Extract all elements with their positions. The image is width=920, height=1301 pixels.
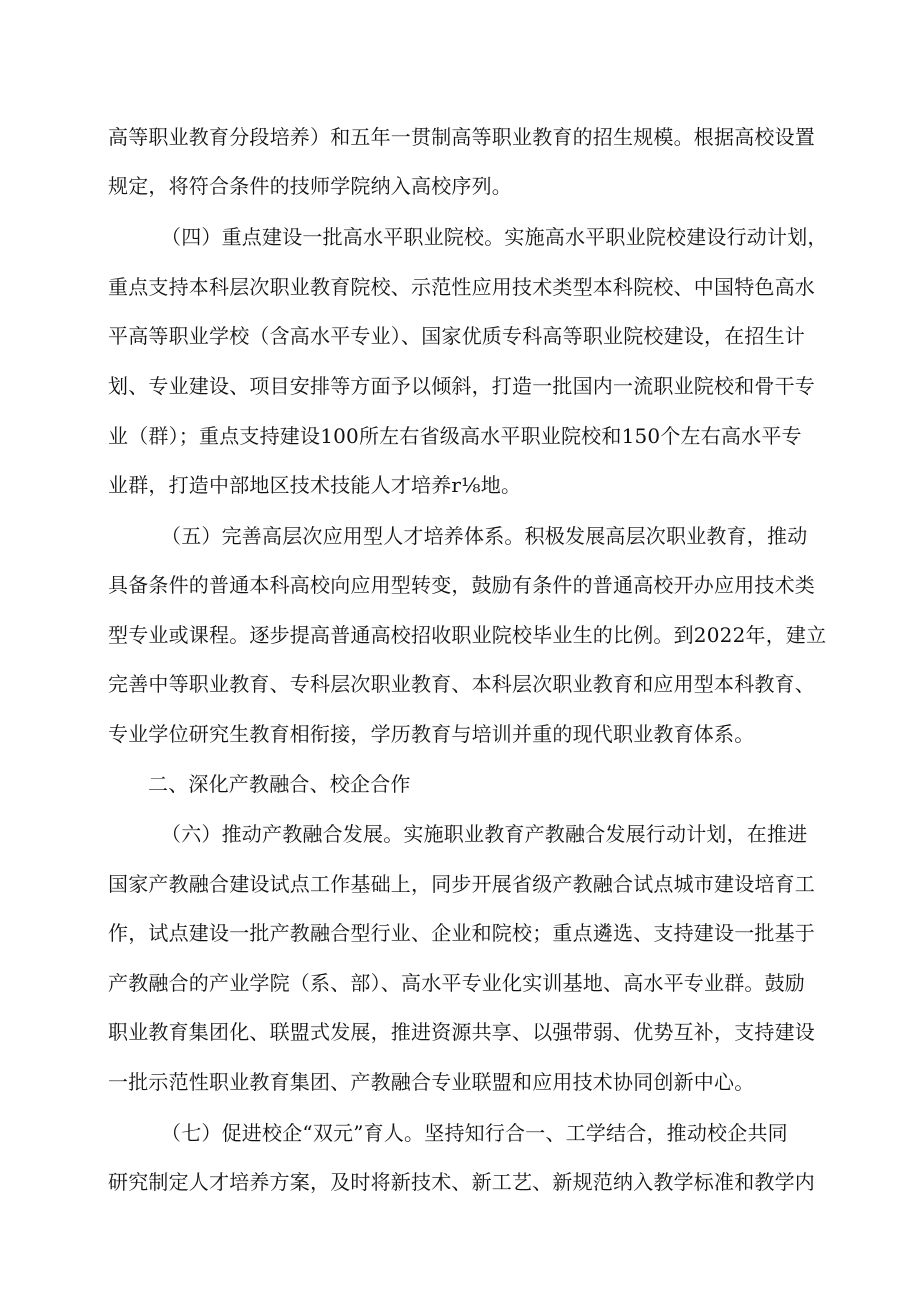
text-line: 高等职业教育分段培养）和五年一贯制高等职业教育的招生规模。根据高校设置: [108, 125, 815, 149]
text-line: 产教融合的产业学院（系、部）、高水平专业化实训基地、高水平专业群。鼓励: [108, 971, 805, 995]
text-line: 一批示范性职业教育集团、产教融合专业联盟和应用技术协同创新中心。: [108, 1070, 755, 1094]
text-line: 职业教育集团化、联盟式发展，推进资源共享、以强带弱、优势互补，支持建设: [108, 1020, 815, 1044]
text-line: 国家产教融合建设试点工作基础上，同步开展省级产教融合试点城市建设培育工: [108, 872, 815, 896]
text-line: 划、专业建设、项目安排等方面予以倾斜，打造一批国内一流职业院校和骨干专: [108, 374, 815, 398]
section-heading: 二、深化产教融合、校企合作: [148, 772, 411, 796]
text-line: 研究制定人才培养方案，及时将新技术、新工艺、新规范纳入教学标准和教学内: [108, 1170, 815, 1194]
text-line: （四）重点建设一批高水平职业院校。实施高水平职业院校建设行动计划，: [161, 225, 828, 249]
text-line: （六）推动产教融合发展。实施职业教育产教融合发展行动计划，在推进: [161, 822, 808, 846]
text-line: （七）促进校企“双元”育人。坚持知行合一、工学结合，推动校企共同: [161, 1121, 788, 1145]
text-line: 作，试点建设一批产教融合型行业、企业和院校；重点遴选、支持建设一批基于: [108, 921, 815, 945]
text-line: 业（群）；重点支持建设100所左右省级高水平职业院校和150个左右高水平专: [108, 424, 802, 448]
text-line: 完善中等职业教育、专科层次职业教育、本科层次职业教育和应用型本科教育、: [108, 672, 815, 696]
text-line: 重点支持本科层次职业教育院校、示范性应用技术类型本科院校、中国特色高水: [108, 275, 815, 299]
text-line: 规定，将符合条件的技师学院纳入高校序列。: [108, 174, 512, 198]
text-line: 具备条件的普通本科高校向应用型转变，鼓励有条件的普通高校开办应用技术类: [108, 573, 815, 597]
text-line: （五）完善高层次应用型人才培养体系。积极发展高层次职业教育，推动: [161, 524, 808, 548]
text-line: 专业学位研究生教育相衔接，学历教育与培训并重的现代职业教育体系。: [108, 722, 755, 746]
text-line: 型专业或课程。逐步提高普通高校招收职业院校毕业生的比例。到2022年，建立: [108, 623, 827, 647]
text-line: 平高等职业学校（含高水平专业）、国家优质专科高等职业院校建设，在招生计: [108, 324, 805, 348]
text-line: 业群，打造中部地区技术技能人才培养r⅛地。: [108, 473, 522, 497]
